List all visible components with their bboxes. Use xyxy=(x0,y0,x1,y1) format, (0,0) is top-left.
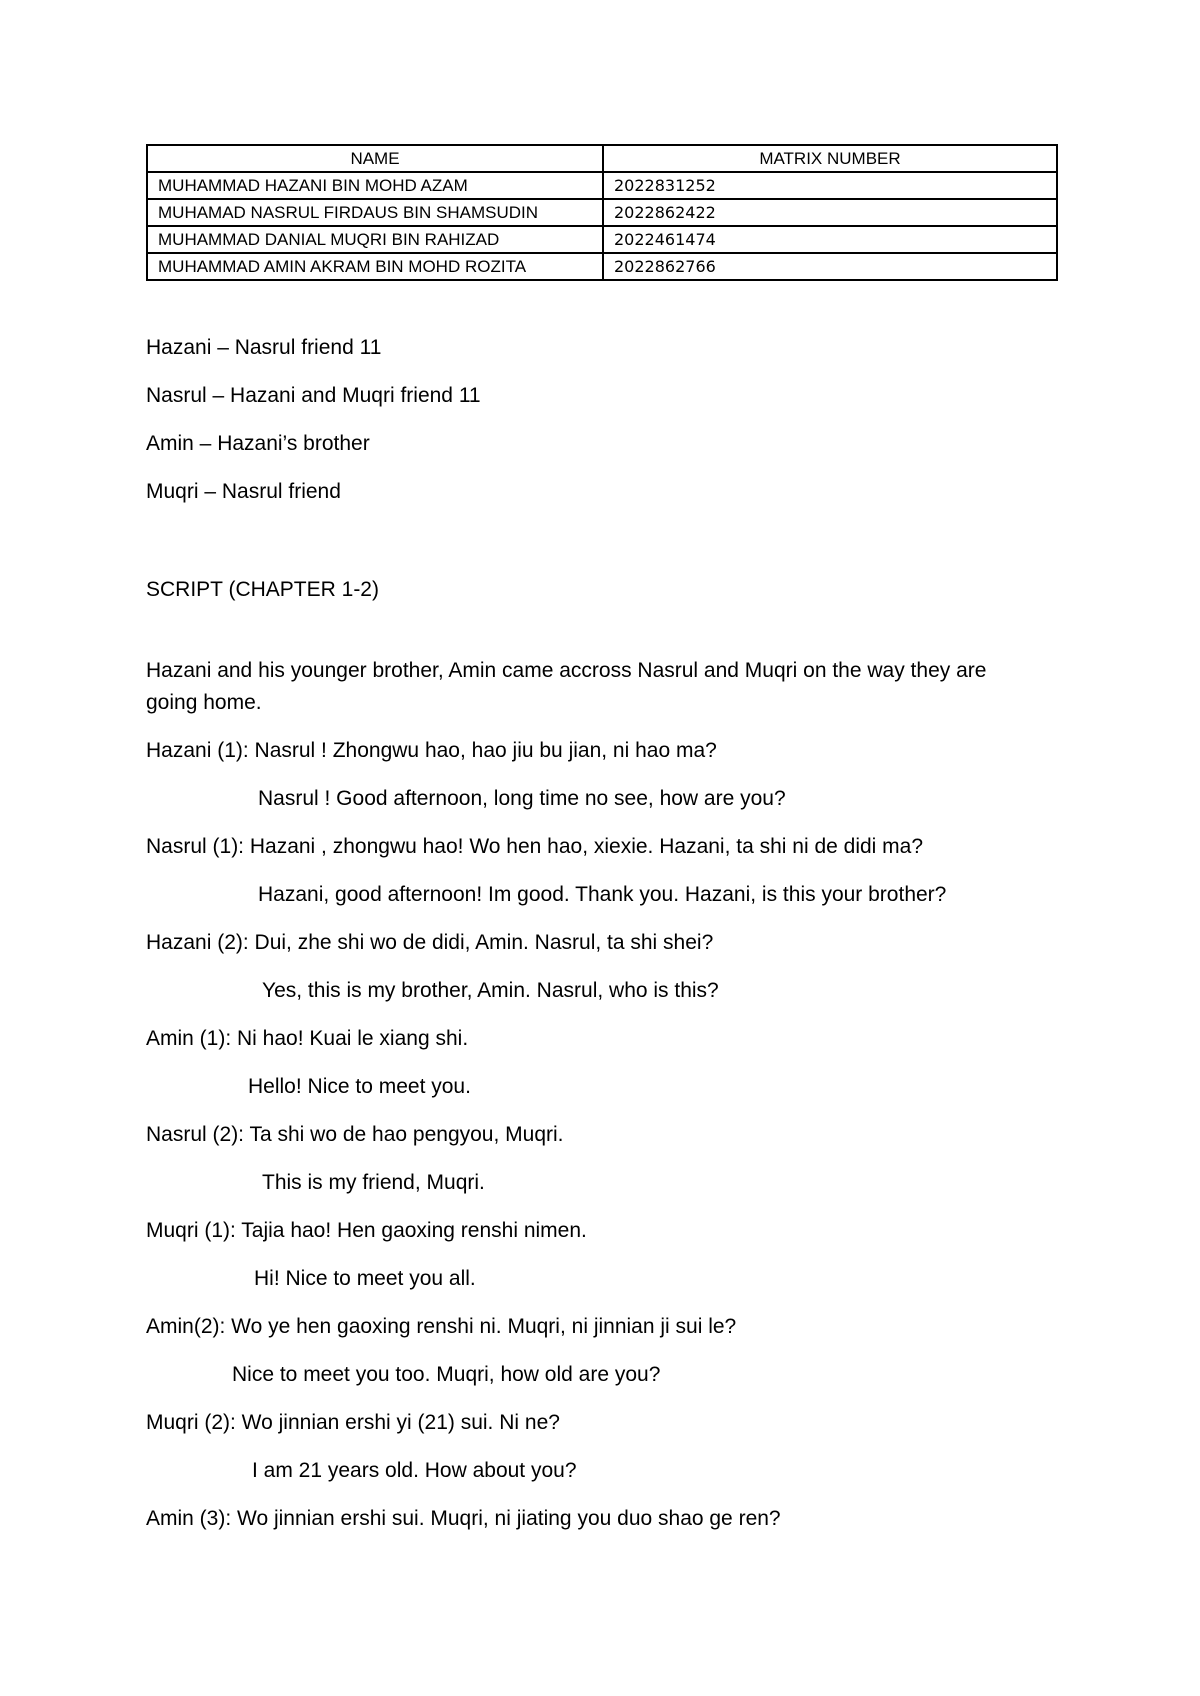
dialogue-translation: Nasrul ! Good afternoon, long time no see, how are you? xyxy=(258,787,786,810)
dialogue-translation: Hi! Nice to meet you all. xyxy=(254,1267,476,1290)
member-matrix-number: 2022461474 xyxy=(603,226,1057,253)
dialogue-translation: Nice to meet you too. Muqri, how old are you? xyxy=(232,1363,661,1386)
role-hazani: Hazani – Nasrul friend 11 xyxy=(146,336,382,359)
member-matrix-number: 2022862422 xyxy=(603,199,1057,226)
member-name: MUHAMAD NASRUL FIRDAUS BIN SHAMSUDIN xyxy=(147,199,603,226)
dialogue-translation: This is my friend, Muqri. xyxy=(262,1171,485,1194)
dialogue-translation: Hazani, good afternoon! Im good. Thank you. Hazani, is this your brother? xyxy=(258,883,947,906)
role-muqri: Muqri – Nasrul friend xyxy=(146,480,341,503)
dialogue-translation: Yes, this is my brother, Amin. Nasrul, who is this? xyxy=(262,979,719,1002)
member-name: MUHAMMAD AMIN AKRAM BIN MOHD ROZITA xyxy=(147,253,603,280)
dialogue-line: Amin (1): Ni hao! Kuai le xiang shi. xyxy=(146,1027,469,1050)
member-name: MUHAMMAD HAZANI BIN MOHD AZAM xyxy=(147,172,603,199)
dialogue-line: Hazani (1): Nasrul ! Zhongwu hao, hao jiu bu jian, ni hao ma? xyxy=(146,739,717,762)
column-header-name: NAME xyxy=(147,145,603,172)
script-title: SCRIPT (CHAPTER 1-2) xyxy=(146,578,379,601)
table-row xyxy=(147,253,1057,280)
intro-line: Hazani and his younger brother, Amin came accross Nasrul and Muqri on the way they are xyxy=(146,659,987,682)
column-header-matrix-number: MATRIX NUMBER xyxy=(603,145,1057,172)
table-header-row xyxy=(147,145,1057,172)
table-row xyxy=(147,172,1057,199)
table-row xyxy=(147,199,1057,226)
dialogue-line: Nasrul (1): Hazani , zhongwu hao! Wo hen hao, xiexie. Hazani, ta shi ni de didi ma? xyxy=(146,835,924,858)
dialogue-line: Amin(2): Wo ye hen gaoxing renshi ni. Muqri, ni jinnian ji sui le? xyxy=(146,1315,737,1338)
intro-line: going home. xyxy=(146,691,262,714)
role-amin: Amin – Hazani’s brother xyxy=(146,432,370,455)
dialogue-line: Muqri (2): Wo jinnian ershi yi (21) sui. Ni ne? xyxy=(146,1411,560,1434)
dialogue-translation: I am 21 years old. How about you? xyxy=(252,1459,577,1482)
member-matrix-number: 2022862766 xyxy=(603,253,1057,280)
table-row xyxy=(147,226,1057,253)
member-name: MUHAMMAD DANIAL MUQRI BIN RAHIZAD xyxy=(147,226,603,253)
members-table xyxy=(146,144,1058,281)
dialogue-line: Muqri (1): Tajia hao! Hen gaoxing renshi nimen. xyxy=(146,1219,587,1242)
dialogue-line: Amin (3): Wo jinnian ershi sui. Muqri, ni jiating you duo shao ge ren? xyxy=(146,1507,781,1530)
dialogue-line: Hazani (2): Dui, zhe shi wo de didi, Amin. Nasrul, ta shi shei? xyxy=(146,931,714,954)
dialogue-line: Nasrul (2): Ta shi wo de hao pengyou, Muqri. xyxy=(146,1123,564,1146)
dialogue-translation: Hello! Nice to meet you. xyxy=(248,1075,471,1098)
member-matrix-number: 2022831252 xyxy=(603,172,1057,199)
role-nasrul: Nasrul – Hazani and Muqri friend 11 xyxy=(146,384,481,407)
